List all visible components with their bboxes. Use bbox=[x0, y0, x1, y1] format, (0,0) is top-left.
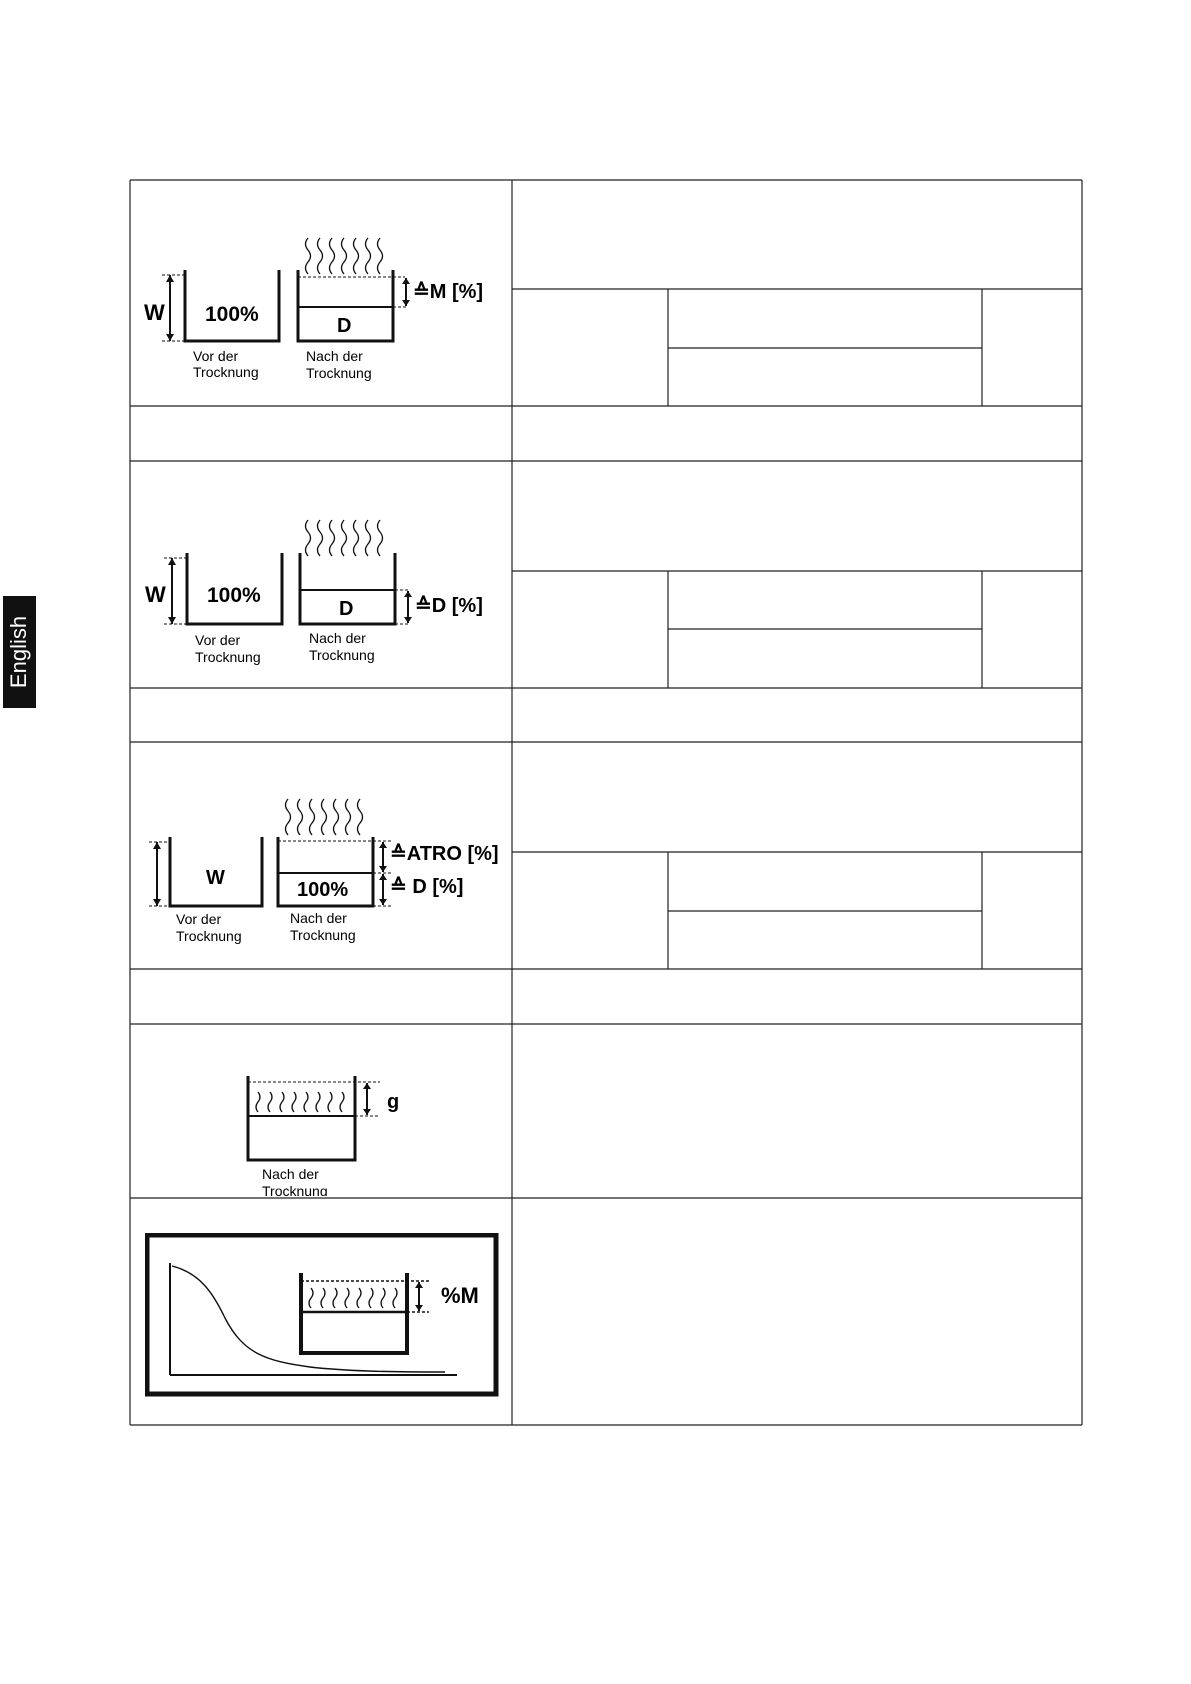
vapor-icon bbox=[286, 799, 363, 835]
after-caption-1: Nach der bbox=[309, 630, 366, 646]
before-caption-1: Vor der bbox=[195, 632, 241, 648]
after-value: D bbox=[339, 598, 354, 620]
after-caption-2: Trocknung bbox=[262, 1183, 328, 1196]
after-caption-1: Nach der bbox=[290, 910, 347, 926]
vapor-icon bbox=[306, 238, 383, 274]
w-label: W bbox=[145, 582, 166, 607]
after-caption-2: Trocknung bbox=[309, 647, 375, 663]
after-value: D bbox=[337, 315, 352, 337]
after-caption-2: Trocknung bbox=[290, 927, 356, 943]
before-value: 100% bbox=[207, 584, 261, 607]
vapor-icon bbox=[256, 1092, 344, 1112]
vapor-icon bbox=[306, 520, 383, 556]
w-label: W bbox=[206, 867, 225, 889]
atro-diagram bbox=[140, 793, 510, 958]
after-caption-1: Nach der bbox=[262, 1166, 319, 1182]
before-caption-1: Vor der bbox=[176, 911, 222, 927]
before-caption-2: Trocknung bbox=[193, 364, 259, 380]
g-label: g bbox=[387, 1091, 400, 1113]
before-caption-2: Trocknung bbox=[195, 649, 261, 665]
drying-curve-diagram bbox=[145, 1233, 500, 1403]
d-label: ≙ D [%] bbox=[390, 876, 464, 898]
after-caption-1: Nach der bbox=[306, 348, 363, 364]
vapor-icon bbox=[309, 1288, 397, 1308]
w-label: W bbox=[144, 300, 165, 325]
result-label: ≙M [%] bbox=[413, 281, 484, 303]
result-label: ≙D [%] bbox=[415, 595, 483, 617]
before-caption-1: Vor der bbox=[193, 348, 239, 364]
after-caption-2: Trocknung bbox=[306, 365, 372, 381]
before-caption-2: Trocknung bbox=[176, 928, 242, 944]
atro-label: ≙ATRO [%] bbox=[390, 843, 499, 865]
dry-diagram bbox=[140, 512, 500, 677]
grams-diagram bbox=[240, 1066, 440, 1201]
after-value: 100% bbox=[297, 879, 349, 901]
language-tab-label: English bbox=[6, 615, 32, 689]
moisture-diagram bbox=[140, 230, 500, 395]
m-label: %M bbox=[441, 1283, 479, 1308]
before-value: 100% bbox=[205, 303, 259, 326]
